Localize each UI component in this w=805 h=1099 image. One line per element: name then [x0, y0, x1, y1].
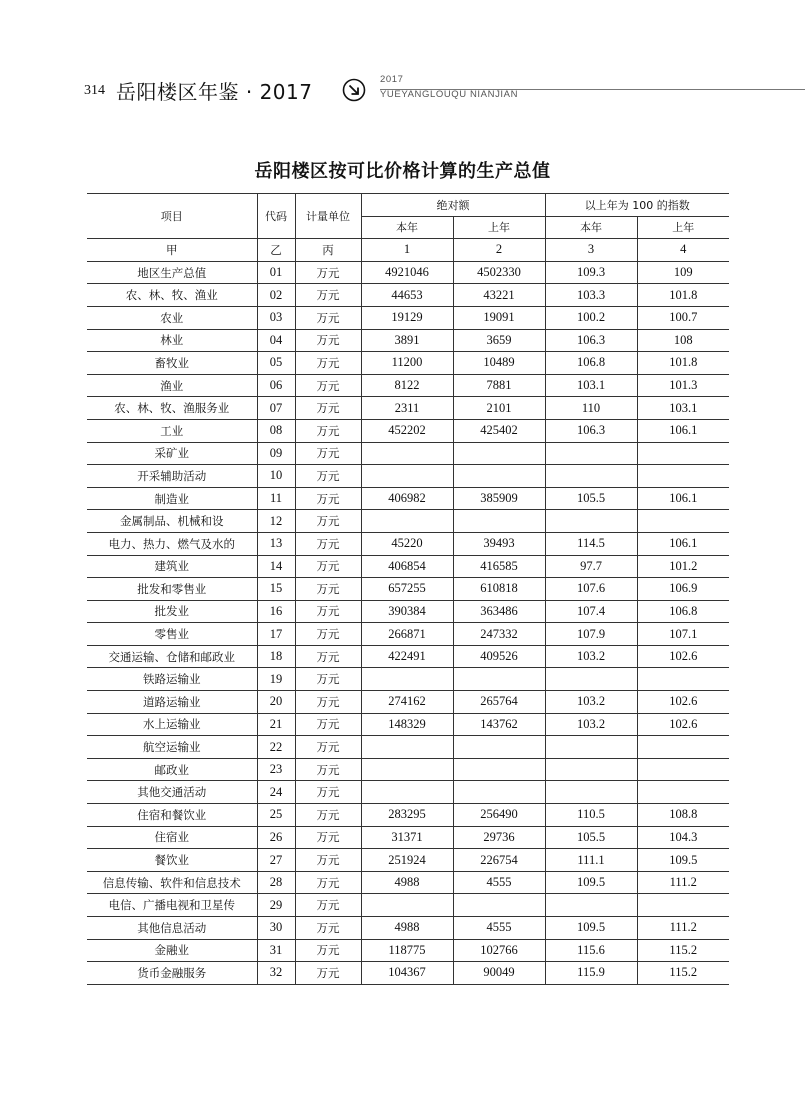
- cell-code: 20: [257, 691, 295, 714]
- cell-idx-last-year: 101.8: [637, 284, 729, 307]
- column-label-abs-last-year: 2: [453, 239, 545, 262]
- cell-code: 01: [257, 261, 295, 284]
- table-row: [87, 917, 729, 940]
- cell-code: 12: [257, 510, 295, 533]
- table-row: [87, 352, 729, 375]
- cell-code: 09: [257, 442, 295, 465]
- cell-idx-last-year: 100.7: [637, 306, 729, 329]
- cell-code: 19: [257, 668, 295, 691]
- cell-abs-this-year: [361, 781, 453, 804]
- cell-code: 10: [257, 465, 295, 488]
- cell-idx-this-year: 103.1: [545, 374, 637, 397]
- cell-idx-last-year: 106.1: [637, 487, 729, 510]
- table-row: [87, 871, 729, 894]
- cell-unit: 万元: [295, 555, 361, 578]
- cell-item: 渔业: [87, 374, 257, 397]
- cell-idx-last-year: 104.3: [637, 826, 729, 849]
- cell-code: 05: [257, 352, 295, 375]
- cell-item: 工业: [87, 419, 257, 442]
- col-header-abs-this-year: 本年: [361, 216, 453, 239]
- cell-idx-this-year: 105.5: [545, 487, 637, 510]
- cell-item: 开采辅助活动: [87, 465, 257, 488]
- cell-unit: 万元: [295, 713, 361, 736]
- table-row: [87, 487, 729, 510]
- cell-abs-this-year: [361, 894, 453, 917]
- cell-item: 信息传输、软件和信息技术: [87, 871, 257, 894]
- cell-code: 13: [257, 532, 295, 555]
- table-row: [87, 555, 729, 578]
- cell-idx-this-year: 111.1: [545, 849, 637, 872]
- cell-abs-this-year: 266871: [361, 623, 453, 646]
- cell-abs-this-year: 4988: [361, 917, 453, 940]
- cell-abs-last-year: 385909: [453, 487, 545, 510]
- cell-abs-this-year: [361, 510, 453, 533]
- table-row: [87, 804, 729, 827]
- cell-abs-last-year: 90049: [453, 962, 545, 985]
- cell-idx-this-year: 103.2: [545, 691, 637, 714]
- cell-abs-last-year: [453, 781, 545, 804]
- cell-abs-this-year: 4921046: [361, 261, 453, 284]
- cell-abs-this-year: 274162: [361, 691, 453, 714]
- cell-item: 住宿和餐饮业: [87, 804, 257, 827]
- cell-abs-this-year: 45220: [361, 532, 453, 555]
- cell-abs-last-year: 610818: [453, 578, 545, 601]
- cell-abs-last-year: 39493: [453, 532, 545, 555]
- page-number: 314: [84, 83, 105, 98]
- cell-item: 畜牧业: [87, 352, 257, 375]
- cell-abs-this-year: 4988: [361, 871, 453, 894]
- cell-code: 15: [257, 578, 295, 601]
- cell-item: 航空运输业: [87, 736, 257, 759]
- book-title: 岳阳楼区年鉴 · 2017: [116, 80, 313, 104]
- cell-code: 14: [257, 555, 295, 578]
- cell-idx-last-year: 102.6: [637, 713, 729, 736]
- cell-idx-this-year: 110.5: [545, 804, 637, 827]
- cell-abs-this-year: [361, 442, 453, 465]
- cell-code: 27: [257, 849, 295, 872]
- cell-idx-last-year: [637, 736, 729, 759]
- col-header-idx-this-year: 本年: [545, 216, 637, 239]
- cell-item: 农业: [87, 306, 257, 329]
- cell-abs-this-year: [361, 465, 453, 488]
- arrow-circle-icon: [342, 78, 366, 102]
- header-english-title: YUEYANGLOUQU NIANJIAN: [380, 89, 519, 100]
- cell-idx-this-year: 115.9: [545, 962, 637, 985]
- column-label-code: 乙: [257, 239, 295, 262]
- cell-idx-last-year: 106.1: [637, 532, 729, 555]
- cell-abs-this-year: [361, 668, 453, 691]
- table-row: [87, 962, 729, 985]
- cell-idx-this-year: 107.4: [545, 600, 637, 623]
- cell-unit: 万元: [295, 668, 361, 691]
- cell-abs-last-year: 43221: [453, 284, 545, 307]
- cell-item: 建筑业: [87, 555, 257, 578]
- cell-unit: 万元: [295, 374, 361, 397]
- cell-unit: 万元: [295, 894, 361, 917]
- cell-idx-last-year: 109.5: [637, 849, 729, 872]
- cell-idx-this-year: 106.3: [545, 329, 637, 352]
- cell-code: 32: [257, 962, 295, 985]
- column-label-idx-last-year: 4: [637, 239, 729, 262]
- cell-code: 11: [257, 487, 295, 510]
- cell-abs-last-year: 4502330: [453, 261, 545, 284]
- cell-unit: 万元: [295, 826, 361, 849]
- cell-code: 21: [257, 713, 295, 736]
- cell-abs-last-year: 102766: [453, 939, 545, 962]
- cell-abs-this-year: 452202: [361, 419, 453, 442]
- table-row: [87, 623, 729, 646]
- cell-item: 电信、广播电视和卫星传: [87, 894, 257, 917]
- cell-abs-last-year: 10489: [453, 352, 545, 375]
- cell-idx-this-year: 109.5: [545, 917, 637, 940]
- table-row: [87, 939, 729, 962]
- cell-item: 餐饮业: [87, 849, 257, 872]
- cell-idx-this-year: 107.6: [545, 578, 637, 601]
- cell-abs-last-year: 2101: [453, 397, 545, 420]
- table-row: [87, 736, 729, 759]
- cell-abs-this-year: 11200: [361, 352, 453, 375]
- cell-idx-last-year: [637, 442, 729, 465]
- cell-abs-last-year: [453, 465, 545, 488]
- cell-unit: 万元: [295, 419, 361, 442]
- col-header-code: 代码: [257, 194, 295, 239]
- cell-item: 水上运输业: [87, 713, 257, 736]
- cell-abs-last-year: 19091: [453, 306, 545, 329]
- cell-abs-last-year: 409526: [453, 645, 545, 668]
- cell-unit: 万元: [295, 397, 361, 420]
- cell-idx-last-year: 101.3: [637, 374, 729, 397]
- cell-idx-last-year: [637, 894, 729, 917]
- cell-abs-this-year: 19129: [361, 306, 453, 329]
- cell-idx-this-year: 114.5: [545, 532, 637, 555]
- table-row: [87, 758, 729, 781]
- table-row: [87, 329, 729, 352]
- cell-abs-last-year: 29736: [453, 826, 545, 849]
- cell-item: 道路运输业: [87, 691, 257, 714]
- cell-idx-last-year: 102.6: [637, 645, 729, 668]
- table-row: [87, 600, 729, 623]
- column-label-abs-this-year: 1: [361, 239, 453, 262]
- cell-idx-last-year: 111.2: [637, 917, 729, 940]
- table-row: [87, 397, 729, 420]
- cell-idx-this-year: [545, 668, 637, 691]
- cell-unit: 万元: [295, 261, 361, 284]
- cell-code: 06: [257, 374, 295, 397]
- col-header-unit: 计量单位: [295, 194, 361, 239]
- table-title: 岳阳楼区按可比价格计算的生产总值: [254, 161, 551, 182]
- cell-idx-last-year: 109: [637, 261, 729, 284]
- header-row-1: [87, 194, 729, 217]
- cell-idx-last-year: 107.1: [637, 623, 729, 646]
- cell-abs-last-year: 226754: [453, 849, 545, 872]
- cell-idx-this-year: 107.9: [545, 623, 637, 646]
- cell-item: 金融业: [87, 939, 257, 962]
- cell-idx-this-year: 103.2: [545, 645, 637, 668]
- cell-code: 18: [257, 645, 295, 668]
- cell-code: 26: [257, 826, 295, 849]
- header-year: 2017: [380, 74, 404, 85]
- cell-item: 批发和零售业: [87, 578, 257, 601]
- table-row: [87, 691, 729, 714]
- cell-idx-this-year: 109.5: [545, 871, 637, 894]
- cell-item: 地区生产总值: [87, 261, 257, 284]
- cell-unit: 万元: [295, 600, 361, 623]
- cell-idx-this-year: 106.8: [545, 352, 637, 375]
- table-row: [87, 781, 729, 804]
- cell-abs-this-year: 390384: [361, 600, 453, 623]
- cell-item: 农、林、牧、渔服务业: [87, 397, 257, 420]
- cell-abs-this-year: 8122: [361, 374, 453, 397]
- cell-idx-last-year: 101.8: [637, 352, 729, 375]
- cell-idx-last-year: 115.2: [637, 939, 729, 962]
- cell-code: 30: [257, 917, 295, 940]
- cell-abs-this-year: 118775: [361, 939, 453, 962]
- cell-item: 金属制品、机械和设: [87, 510, 257, 533]
- cell-code: 02: [257, 284, 295, 307]
- cell-abs-last-year: 265764: [453, 691, 545, 714]
- cell-unit: 万元: [295, 758, 361, 781]
- page-header: [84, 76, 805, 110]
- cell-idx-last-year: [637, 510, 729, 533]
- cell-idx-this-year: [545, 781, 637, 804]
- cell-abs-this-year: 2311: [361, 397, 453, 420]
- cell-item: 电力、热力、燃气及水的: [87, 532, 257, 555]
- column-label-item: 甲: [87, 239, 257, 262]
- cell-idx-last-year: 101.2: [637, 555, 729, 578]
- col-header-idx-last-year: 上年: [637, 216, 729, 239]
- cell-abs-last-year: [453, 442, 545, 465]
- cell-idx-last-year: 115.2: [637, 962, 729, 985]
- cell-item: 其他信息活动: [87, 917, 257, 940]
- table-row: [87, 510, 729, 533]
- cell-item: 农、林、牧、渔业: [87, 284, 257, 307]
- cell-idx-this-year: 100.2: [545, 306, 637, 329]
- cell-unit: 万元: [295, 804, 361, 827]
- cell-unit: 万元: [295, 849, 361, 872]
- cell-abs-last-year: [453, 758, 545, 781]
- table-row: [87, 442, 729, 465]
- cell-idx-this-year: 103.3: [545, 284, 637, 307]
- cell-abs-last-year: [453, 894, 545, 917]
- cell-unit: 万元: [295, 917, 361, 940]
- table-row: [87, 465, 729, 488]
- cell-abs-this-year: 148329: [361, 713, 453, 736]
- cell-code: 25: [257, 804, 295, 827]
- cell-abs-last-year: 4555: [453, 871, 545, 894]
- cell-code: 24: [257, 781, 295, 804]
- cell-abs-this-year: [361, 758, 453, 781]
- cell-idx-this-year: [545, 465, 637, 488]
- header-english-block: [380, 74, 518, 101]
- table-row: [87, 532, 729, 555]
- table-row: [87, 826, 729, 849]
- cell-unit: 万元: [295, 306, 361, 329]
- cell-unit: 万元: [295, 329, 361, 352]
- cell-code: 17: [257, 623, 295, 646]
- cell-idx-this-year: 106.3: [545, 419, 637, 442]
- cell-item: 铁路运输业: [87, 668, 257, 691]
- cell-abs-this-year: 44653: [361, 284, 453, 307]
- cell-code: 22: [257, 736, 295, 759]
- cell-abs-last-year: 3659: [453, 329, 545, 352]
- cell-abs-this-year: [361, 736, 453, 759]
- table-row: [87, 849, 729, 872]
- cell-abs-last-year: 363486: [453, 600, 545, 623]
- cell-abs-last-year: [453, 510, 545, 533]
- cell-abs-last-year: 4555: [453, 917, 545, 940]
- cell-abs-this-year: 31371: [361, 826, 453, 849]
- cell-idx-this-year: 115.6: [545, 939, 637, 962]
- cell-idx-last-year: [637, 668, 729, 691]
- cell-abs-last-year: 143762: [453, 713, 545, 736]
- cell-code: 04: [257, 329, 295, 352]
- table-row: [87, 645, 729, 668]
- cell-code: 16: [257, 600, 295, 623]
- cell-unit: 万元: [295, 532, 361, 555]
- cell-unit: 万元: [295, 465, 361, 488]
- cell-unit: 万元: [295, 284, 361, 307]
- cell-idx-last-year: [637, 781, 729, 804]
- column-label-unit: 丙: [295, 239, 361, 262]
- table-row: [87, 261, 729, 284]
- cell-item: 其他交通活动: [87, 781, 257, 804]
- cell-item: 货币金融服务: [87, 962, 257, 985]
- table-row: [87, 668, 729, 691]
- cell-code: 23: [257, 758, 295, 781]
- col-header-absolute: 绝对额: [361, 194, 545, 217]
- cell-code: 03: [257, 306, 295, 329]
- col-header-index: 以上年为 100 的指数: [545, 194, 729, 217]
- cell-abs-last-year: 7881: [453, 374, 545, 397]
- cell-unit: 万元: [295, 871, 361, 894]
- column-label-idx-this-year: 3: [545, 239, 637, 262]
- cell-idx-last-year: 103.1: [637, 397, 729, 420]
- cell-code: 29: [257, 894, 295, 917]
- cell-idx-this-year: 97.7: [545, 555, 637, 578]
- cell-abs-last-year: [453, 668, 545, 691]
- cell-code: 28: [257, 871, 295, 894]
- cell-unit: 万元: [295, 623, 361, 646]
- cell-item: 制造业: [87, 487, 257, 510]
- cell-idx-last-year: 108.8: [637, 804, 729, 827]
- cell-idx-this-year: 105.5: [545, 826, 637, 849]
- cell-item: 批发业: [87, 600, 257, 623]
- table-row: [87, 578, 729, 601]
- cell-abs-last-year: 425402: [453, 419, 545, 442]
- cell-idx-this-year: 103.2: [545, 713, 637, 736]
- cell-abs-last-year: [453, 736, 545, 759]
- cell-abs-this-year: 406854: [361, 555, 453, 578]
- cell-item: 住宿业: [87, 826, 257, 849]
- table-row: [87, 306, 729, 329]
- cell-code: 31: [257, 939, 295, 962]
- table-row: [87, 713, 729, 736]
- cell-unit: 万元: [295, 962, 361, 985]
- cell-idx-last-year: 102.6: [637, 691, 729, 714]
- cell-unit: 万元: [295, 691, 361, 714]
- cell-idx-last-year: 108: [637, 329, 729, 352]
- cell-idx-this-year: [545, 736, 637, 759]
- cell-idx-last-year: 106.1: [637, 419, 729, 442]
- cell-idx-this-year: [545, 758, 637, 781]
- cell-unit: 万元: [295, 487, 361, 510]
- cell-idx-last-year: 111.2: [637, 871, 729, 894]
- cell-item: 林业: [87, 329, 257, 352]
- cell-idx-last-year: 106.9: [637, 578, 729, 601]
- cell-unit: 万元: [295, 578, 361, 601]
- cell-idx-this-year: [545, 894, 637, 917]
- cell-abs-last-year: 247332: [453, 623, 545, 646]
- cell-unit: 万元: [295, 442, 361, 465]
- cell-abs-this-year: 657255: [361, 578, 453, 601]
- table-row: [87, 374, 729, 397]
- cell-abs-this-year: 104367: [361, 962, 453, 985]
- cell-code: 07: [257, 397, 295, 420]
- cell-unit: 万元: [295, 781, 361, 804]
- cell-abs-this-year: 406982: [361, 487, 453, 510]
- cell-item: 零售业: [87, 623, 257, 646]
- cell-unit: 万元: [295, 510, 361, 533]
- cell-abs-this-year: 251924: [361, 849, 453, 872]
- col-header-item: 项目: [87, 194, 257, 239]
- table-row: [87, 419, 729, 442]
- gdp-table: [87, 193, 729, 985]
- table-row: [87, 894, 729, 917]
- table-row: [87, 284, 729, 307]
- cell-abs-last-year: 416585: [453, 555, 545, 578]
- cell-idx-this-year: 109.3: [545, 261, 637, 284]
- cell-idx-this-year: [545, 442, 637, 465]
- cell-item: 邮政业: [87, 758, 257, 781]
- cell-item: 采矿业: [87, 442, 257, 465]
- cell-unit: 万元: [295, 645, 361, 668]
- col-header-abs-last-year: 上年: [453, 216, 545, 239]
- cell-unit: 万元: [295, 736, 361, 759]
- cell-idx-last-year: 106.8: [637, 600, 729, 623]
- cell-item: 交通运输、仓储和邮政业: [87, 645, 257, 668]
- table-body: [87, 239, 729, 985]
- cell-abs-last-year: 256490: [453, 804, 545, 827]
- cell-abs-this-year: 283295: [361, 804, 453, 827]
- column-label-row: [87, 239, 729, 262]
- cell-abs-this-year: 422491: [361, 645, 453, 668]
- cell-unit: 万元: [295, 939, 361, 962]
- cell-idx-this-year: 110: [545, 397, 637, 420]
- header-rule: [380, 89, 805, 90]
- cell-idx-last-year: [637, 758, 729, 781]
- cell-idx-this-year: [545, 510, 637, 533]
- cell-abs-this-year: 3891: [361, 329, 453, 352]
- cell-idx-last-year: [637, 465, 729, 488]
- cell-unit: 万元: [295, 352, 361, 375]
- cell-code: 08: [257, 419, 295, 442]
